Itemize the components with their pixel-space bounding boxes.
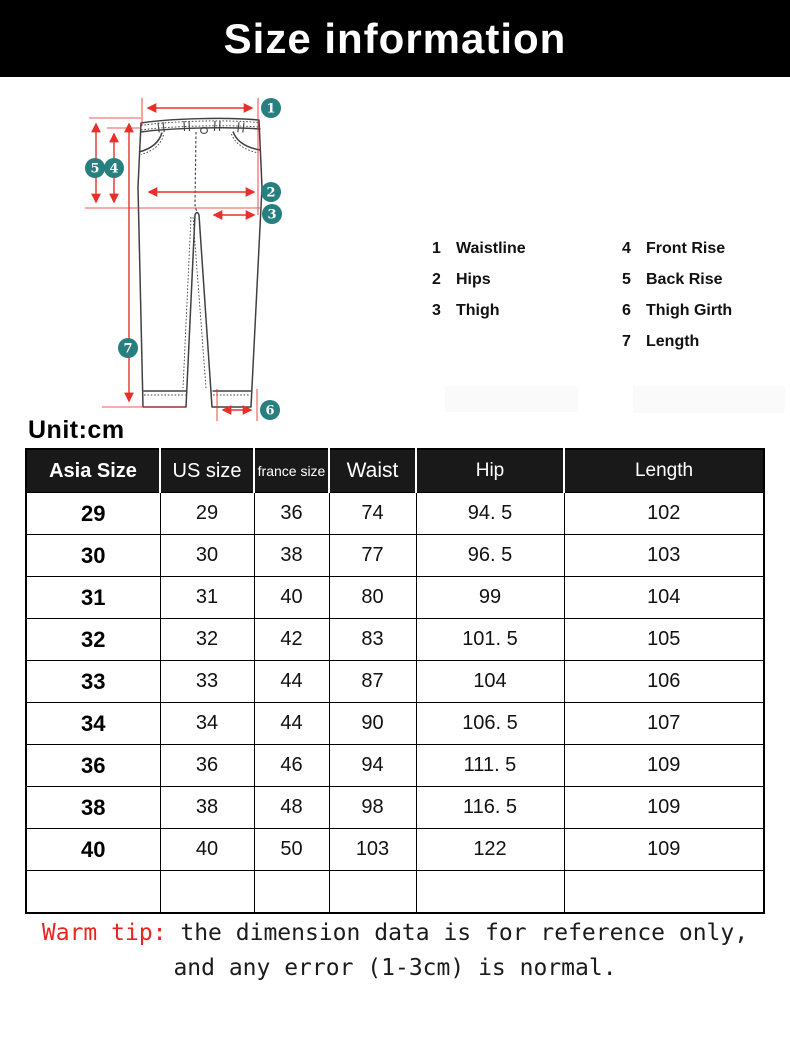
table-cell: 96. 5 xyxy=(416,535,564,577)
size-table-header-row xyxy=(26,449,764,493)
legend-item-hips xyxy=(432,271,526,289)
table-cell: 38 xyxy=(254,535,329,577)
column-header-4: Hip xyxy=(416,449,564,493)
measure-legend-column-2 xyxy=(622,240,732,351)
table-cell: 102 xyxy=(564,493,764,535)
table-cell: 109 xyxy=(564,829,764,871)
table-cell: 29 xyxy=(26,493,160,535)
table-cell: 105 xyxy=(564,619,764,661)
measure-legend-column-1 xyxy=(432,240,526,320)
table-cell: 38 xyxy=(160,787,254,829)
table-cell: 109 xyxy=(564,745,764,787)
table-cell: 104 xyxy=(564,577,764,619)
size-table xyxy=(25,448,765,914)
table-cell xyxy=(329,871,416,914)
table-cell: 90 xyxy=(329,703,416,745)
legend-label: Front Rise xyxy=(646,240,726,257)
warm-tip-label: Warm tip: xyxy=(41,920,167,946)
callout-badge-7 xyxy=(118,338,138,358)
table-row xyxy=(26,703,764,745)
table-row xyxy=(26,535,764,577)
table-cell: 98 xyxy=(329,787,416,829)
table-cell: 44 xyxy=(254,703,329,745)
legend-item-front-rise xyxy=(622,240,732,258)
table-cell: 40 xyxy=(26,829,160,871)
table-cell: 103 xyxy=(564,535,764,577)
table-cell: 122 xyxy=(416,829,564,871)
legend-number: 7 xyxy=(622,333,631,350)
table-cell: 94 xyxy=(329,745,416,787)
callout-badge-3 xyxy=(262,204,282,224)
legend-label: Thigh Girth xyxy=(646,302,733,319)
legend-label: Thigh xyxy=(456,302,500,319)
column-header-1: US size xyxy=(160,449,254,493)
table-cell: 30 xyxy=(160,535,254,577)
table-cell: 36 xyxy=(254,493,329,535)
pants-outline-icon xyxy=(138,118,262,407)
svg-text:4: 4 xyxy=(109,161,119,177)
table-cell: 101. 5 xyxy=(416,619,564,661)
table-row xyxy=(26,577,764,619)
svg-text:7: 7 xyxy=(123,341,133,357)
callout-badge-6 xyxy=(260,400,280,420)
table-cell: 80 xyxy=(329,577,416,619)
svg-text:3: 3 xyxy=(267,207,277,223)
table-cell: 74 xyxy=(329,493,416,535)
legend-number: 6 xyxy=(622,302,631,319)
table-cell: 109 xyxy=(564,787,764,829)
column-header-2: france size xyxy=(254,449,329,493)
table-cell: 32 xyxy=(160,619,254,661)
table-cell: 34 xyxy=(160,703,254,745)
warm-tip-text-1: the dimension data is for reference only, xyxy=(166,920,749,946)
title-bar xyxy=(0,0,790,77)
legend-item-back-rise xyxy=(622,271,732,289)
table-cell: 83 xyxy=(329,619,416,661)
size-table-body xyxy=(26,493,764,914)
callout-badge-1 xyxy=(261,98,281,118)
table-cell: 48 xyxy=(254,787,329,829)
table-cell: 106. 5 xyxy=(416,703,564,745)
table-row xyxy=(26,745,764,787)
pants-diagram xyxy=(55,85,305,425)
callout-badge-2 xyxy=(261,182,281,202)
table-cell: 36 xyxy=(160,745,254,787)
legend-label: Waistline xyxy=(456,240,526,257)
table-cell: 87 xyxy=(329,661,416,703)
table-cell xyxy=(564,871,764,914)
legend-number: 5 xyxy=(622,271,631,288)
table-cell: 31 xyxy=(160,577,254,619)
table-cell: 33 xyxy=(160,661,254,703)
table-cell: 31 xyxy=(26,577,160,619)
table-cell: 33 xyxy=(26,661,160,703)
legend-item-length xyxy=(622,333,732,351)
svg-text:5: 5 xyxy=(90,161,100,177)
warm-tip-line-1 xyxy=(0,916,790,951)
warm-tip-line-2: and any error (1-3cm) is normal. xyxy=(173,955,617,981)
table-cell xyxy=(254,871,329,914)
callout-badge-5 xyxy=(85,158,105,178)
table-cell: 50 xyxy=(254,829,329,871)
legend-number: 2 xyxy=(432,271,441,288)
table-cell xyxy=(26,871,160,914)
table-row xyxy=(26,619,764,661)
table-cell: 38 xyxy=(26,787,160,829)
legend-number: 1 xyxy=(432,240,441,257)
callout-badge-4 xyxy=(104,158,124,178)
table-cell: 104 xyxy=(416,661,564,703)
table-cell xyxy=(160,871,254,914)
legend-label: Back Rise xyxy=(646,271,723,288)
legend-item-thigh xyxy=(432,302,526,320)
table-row xyxy=(26,787,764,829)
legend-label: Length xyxy=(646,333,700,350)
table-cell: 29 xyxy=(160,493,254,535)
legend-number: 4 xyxy=(622,240,631,257)
table-cell: 94. 5 xyxy=(416,493,564,535)
column-header-3: Waist xyxy=(329,449,416,493)
table-cell: 40 xyxy=(254,577,329,619)
watermark-box xyxy=(633,386,785,413)
table-cell: 40 xyxy=(160,829,254,871)
legend-item-thigh-girth xyxy=(622,302,732,320)
unit-label: Unit:cm xyxy=(28,416,125,444)
table-cell: 116. 5 xyxy=(416,787,564,829)
table-cell: 36 xyxy=(26,745,160,787)
column-header-5: Length xyxy=(564,449,764,493)
legend-item-waistline xyxy=(432,240,526,258)
legend-number: 3 xyxy=(432,302,441,319)
svg-text:2: 2 xyxy=(266,185,276,201)
table-cell: 99 xyxy=(416,577,564,619)
table-row xyxy=(26,871,764,914)
table-row xyxy=(26,661,764,703)
table-cell: 106 xyxy=(564,661,764,703)
table-cell xyxy=(416,871,564,914)
table-cell: 107 xyxy=(564,703,764,745)
svg-text:1: 1 xyxy=(266,101,276,117)
page-title: Size information xyxy=(223,14,567,62)
warm-tip xyxy=(0,916,790,986)
table-cell: 32 xyxy=(26,619,160,661)
svg-text:6: 6 xyxy=(265,403,275,419)
watermark-box xyxy=(445,386,578,412)
table-cell: 46 xyxy=(254,745,329,787)
table-cell: 44 xyxy=(254,661,329,703)
legend-label: Hips xyxy=(456,271,491,288)
table-cell: 103 xyxy=(329,829,416,871)
column-header-0: Asia Size xyxy=(26,449,160,493)
table-cell: 30 xyxy=(26,535,160,577)
table-row xyxy=(26,493,764,535)
table-cell: 111. 5 xyxy=(416,745,564,787)
table-row xyxy=(26,829,764,871)
table-cell: 77 xyxy=(329,535,416,577)
table-cell: 42 xyxy=(254,619,329,661)
table-cell: 34 xyxy=(26,703,160,745)
